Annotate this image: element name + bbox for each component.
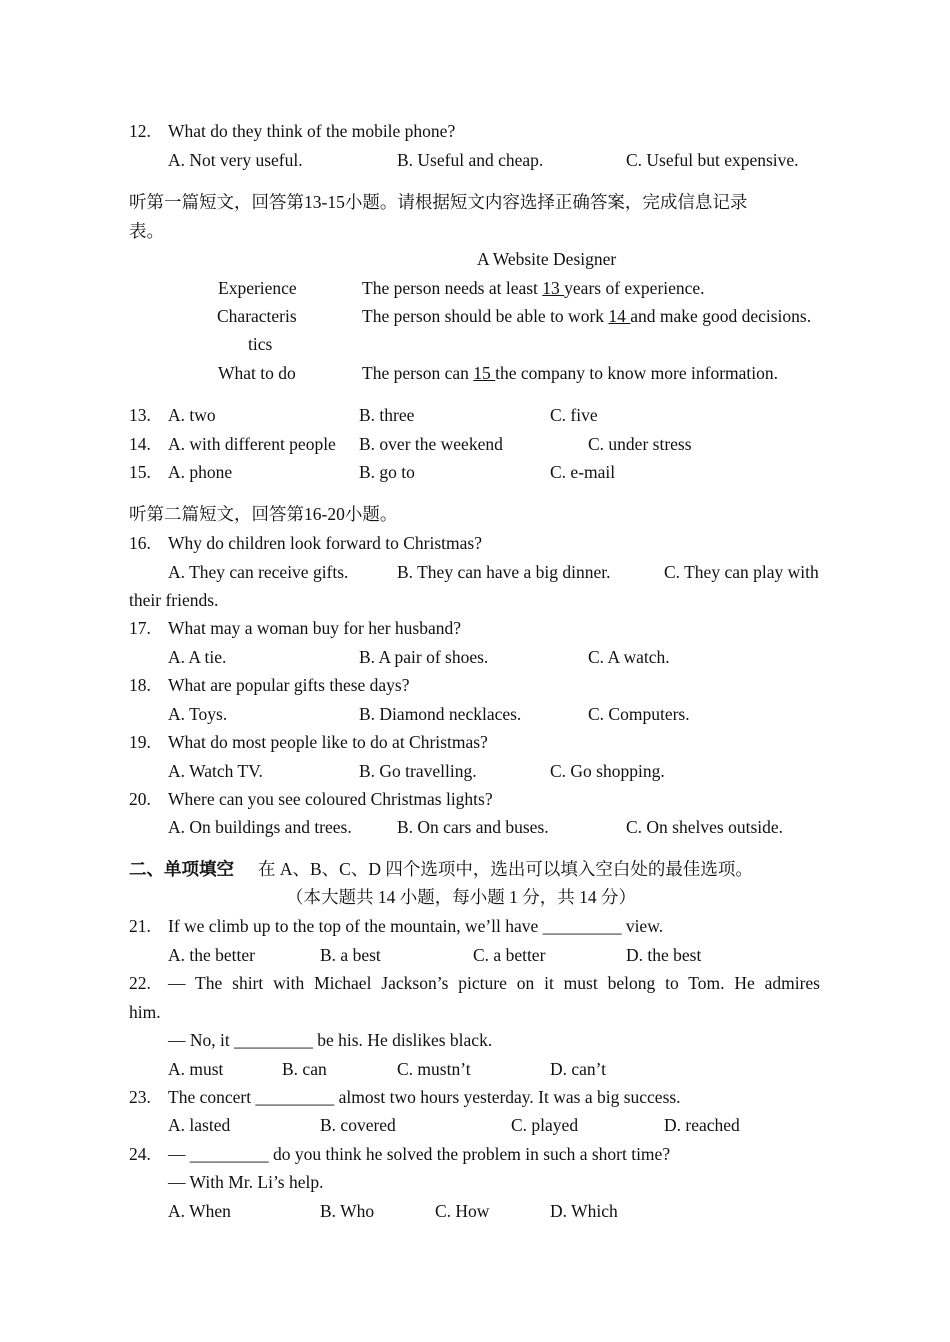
option-a: A. When	[168, 1201, 231, 1221]
question-number: 13.	[129, 405, 151, 425]
section-intro: 听第一篇短文，回答第13-15小题。请根据短文内容选择正确答案，完成信息记录	[129, 192, 748, 212]
text: The person can	[362, 363, 474, 383]
text: The person needs at least	[362, 278, 543, 298]
option-c-cont: their friends.	[129, 590, 219, 610]
text: and make good decisions.	[630, 306, 812, 326]
question-text-cont: him.	[129, 1002, 161, 1022]
question-text: What may a woman buy for her husband?	[168, 618, 462, 638]
option-b: B. over the weekend	[359, 434, 503, 454]
question-number: 20.	[129, 789, 151, 809]
question-text: If we climb up to the top of the mountain, we’ll have _________ view.	[168, 916, 664, 936]
option-d: D. reached	[664, 1115, 740, 1135]
question-number: 14.	[129, 434, 151, 454]
option-b: B. a best	[320, 945, 381, 965]
question-number: 18.	[129, 675, 151, 695]
option-c: C. a better	[473, 945, 546, 965]
option-a: A. phone	[168, 462, 233, 482]
text: the company to know more information.	[495, 363, 779, 383]
option-b: B. three	[359, 405, 415, 425]
section-intro: 听第二篇短文，回答第16-20小题。	[129, 504, 398, 524]
option-b: B. A pair of shoes.	[359, 647, 489, 667]
row-label: Experience	[218, 278, 297, 298]
option-c: C. mustn’t	[397, 1059, 471, 1079]
answer-blank: 14	[608, 306, 631, 326]
option-c: C. under stress	[588, 434, 692, 454]
question-number: 21.	[129, 916, 151, 936]
question-text: What do they think of the mobile phone?	[168, 121, 456, 141]
option-b: B. go to	[359, 462, 415, 482]
option-a: A. Watch TV.	[168, 761, 263, 781]
question-text: What are popular gifts these days?	[168, 675, 410, 695]
option-a: A. A tie.	[168, 647, 227, 667]
option-c: C. A watch.	[588, 647, 670, 667]
answer-blank: 15	[473, 363, 496, 383]
question-number: 23.	[129, 1087, 151, 1107]
question-text: Why do children look forward to Christmas?	[168, 533, 482, 553]
section-intro-cont: 表。	[129, 221, 164, 241]
option-c: C. played	[511, 1115, 579, 1135]
option-b: B. covered	[320, 1115, 396, 1135]
option-b: B. On cars and buses.	[397, 817, 549, 837]
question-number: 12.	[129, 121, 151, 141]
option-a: A. On buildings and trees.	[168, 817, 352, 837]
option-c: C. Useful but expensive.	[626, 150, 799, 170]
option-b: B. Diamond necklaces.	[359, 704, 522, 724]
question-text: The concert _________ almost two hours yesterday. It was a big success.	[168, 1087, 681, 1107]
option-d: D. the best	[626, 945, 702, 965]
option-a: A. with different people	[168, 434, 336, 454]
option-d: D. Which	[550, 1201, 618, 1221]
section-title: 二、单项填空	[129, 859, 234, 879]
option-b: B. They can have a big dinner.	[397, 562, 611, 582]
option-b: B. can	[282, 1059, 327, 1079]
question-number: 24.	[129, 1144, 151, 1164]
question-text: Where can you see coloured Christmas lights?	[168, 789, 493, 809]
option-c: C. They can play with	[664, 562, 819, 582]
question-number: 19.	[129, 732, 151, 752]
text: years of experience.	[564, 278, 705, 298]
reply-text: — No, it _________ be his. He dislikes black.	[168, 1030, 493, 1050]
question-text: What do most people like to do at Christmas?	[168, 732, 488, 752]
row-text	[362, 305, 811, 327]
row-text	[362, 362, 778, 384]
option-c: C. Computers.	[588, 704, 690, 724]
question-number: 22.	[129, 973, 151, 993]
option-a: A. must	[168, 1059, 224, 1079]
reply-text: — With Mr. Li’s help.	[168, 1172, 324, 1192]
row-label: Characteris	[217, 306, 297, 326]
section-note: （本大题共 14 小题，每小题 1 分，共 14 分）	[286, 887, 636, 907]
option-b: B. Go travelling.	[359, 761, 477, 781]
option-a: A. two	[168, 405, 216, 425]
question-text: — _________ do you think he solved the problem in such a short time?	[168, 1144, 671, 1164]
option-a: A. Toys.	[168, 704, 228, 724]
option-a: A. the better	[168, 945, 255, 965]
option-c: C. five	[550, 405, 598, 425]
option-a: A. They can receive gifts.	[168, 562, 349, 582]
row-label: What to do	[218, 363, 296, 383]
question-number: 16.	[129, 533, 151, 553]
option-c: C. On shelves outside.	[626, 817, 784, 837]
option-b: B. Useful and cheap.	[397, 150, 544, 170]
table-title: A Website Designer	[477, 249, 617, 269]
option-a: A. lasted	[168, 1115, 231, 1135]
question-number: 15.	[129, 462, 151, 482]
option-c: C. Go shopping.	[550, 761, 665, 781]
section-instruction: 在 A、B、C、D 四个选项中，选出可以填入空白处的最佳选项。	[258, 859, 753, 879]
option-a: A. Not very useful.	[168, 150, 303, 170]
question-text: — The shirt with Michael Jackson’s picture on it must belong to Tom. He admires	[168, 973, 820, 993]
row-text	[362, 277, 705, 299]
option-d: D. can’t	[550, 1059, 607, 1079]
option-c: C. e-mail	[550, 462, 616, 482]
row-label-cont: tics	[248, 334, 273, 354]
option-b: B. Who	[320, 1201, 375, 1221]
text: The person should be able to work	[362, 306, 609, 326]
answer-blank: 13	[542, 278, 565, 298]
question-number: 17.	[129, 618, 151, 638]
option-c: C. How	[435, 1201, 490, 1221]
